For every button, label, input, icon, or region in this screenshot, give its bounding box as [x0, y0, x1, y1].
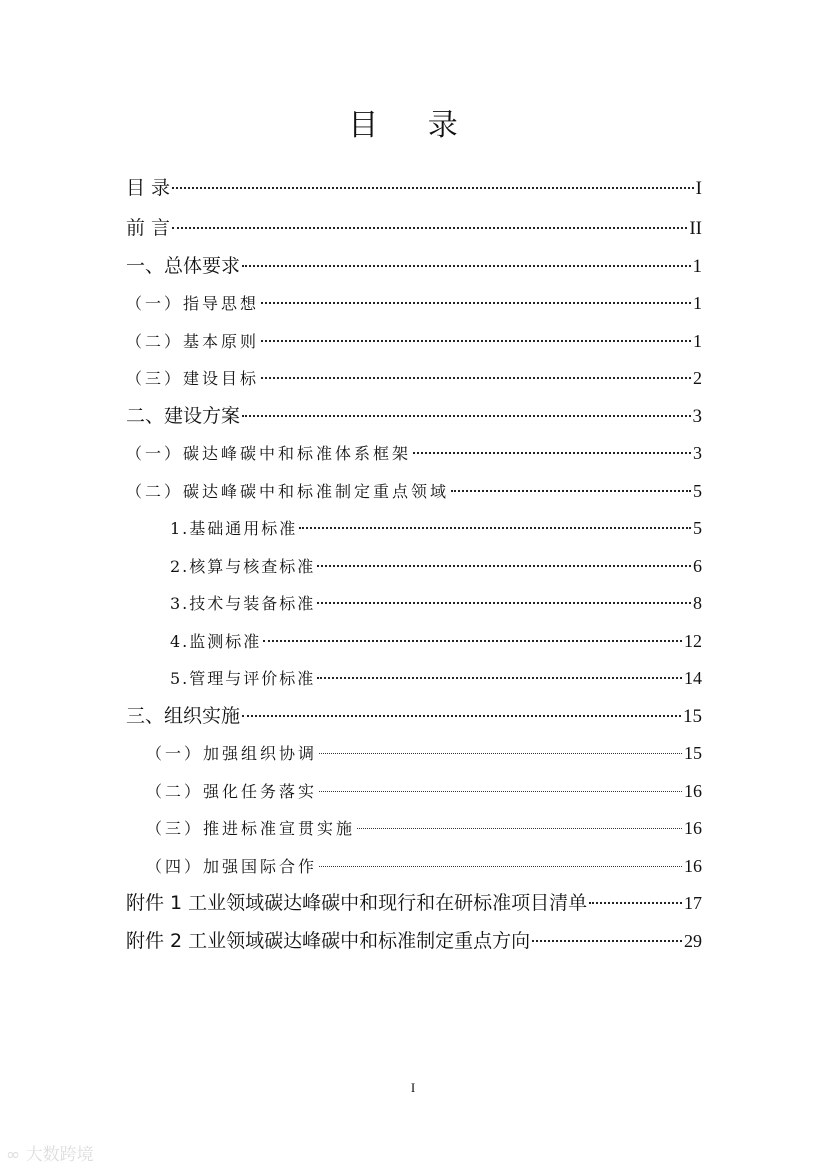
toc-entry[interactable] [126, 285, 702, 323]
toc-entry-page: 1 [693, 293, 702, 313]
toc-entry[interactable] [126, 248, 702, 286]
toc-entry-page: II [689, 218, 702, 239]
toc-entry[interactable] [126, 398, 702, 436]
toc-entry-label: （一）加强组织协调 [146, 744, 318, 763]
toc-entry[interactable] [126, 435, 702, 473]
toc-entry-label: 目 录 [126, 177, 171, 199]
dot-leader [589, 902, 682, 904]
toc-entry-label: 附件 1 工业领域碳达峰碳中和现行和在研标准项目清单 [126, 892, 588, 914]
dot-leader [413, 452, 691, 454]
dot-leader [532, 940, 682, 942]
toc-entry-page: 14 [684, 668, 702, 688]
dot-leader [172, 187, 694, 189]
dot-leader [317, 565, 691, 567]
toc-entry[interactable] [126, 735, 702, 773]
toc-entry-page: 8 [693, 593, 702, 613]
toc-entry-page: 15 [683, 705, 702, 727]
toc-entry-label: （二）碳达峰碳中和标准制定重点领域 [126, 481, 450, 501]
toc-entry-page: 5 [693, 518, 702, 538]
toc-entry[interactable] [126, 548, 702, 586]
toc-entry-page: 6 [693, 555, 702, 576]
page-title: 目 录 [348, 108, 478, 143]
toc-entry-page: 1 [693, 330, 702, 351]
toc-entry-label: 附件 2 工业领域碳达峰碳中和标准制定重点方向 [126, 929, 531, 952]
dot-leader [242, 415, 690, 417]
toc-entry-page: 16 [684, 780, 702, 801]
toc-entry-page: 3 [693, 443, 702, 463]
toc-entry[interactable] [126, 623, 702, 661]
toc-entry-label: （一）碳达峰碳中和标准体系框架 [126, 444, 412, 463]
toc-entry[interactable] [126, 773, 702, 811]
dot-leader [319, 791, 682, 792]
toc-entry[interactable] [126, 698, 702, 736]
toc-entry-page: 1 [692, 255, 702, 277]
toc-entry-label: （四）加强国际合作 [146, 856, 318, 876]
dot-leader [242, 715, 681, 717]
toc-entry-page: 15 [684, 743, 702, 763]
dot-leader [357, 828, 682, 829]
toc-entry[interactable] [126, 585, 702, 623]
toc-entry[interactable] [126, 473, 702, 511]
toc-entry-label: 4.监测标准 [170, 631, 262, 651]
toc-entry-label: 3.技术与装备标准 [170, 594, 316, 613]
dot-leader [261, 340, 691, 342]
dot-leader [263, 640, 682, 642]
toc-entry[interactable] [126, 923, 702, 961]
dot-leader [261, 377, 691, 379]
toc-entry[interactable] [126, 848, 702, 886]
toc-entry-label: （二）基本原则 [126, 331, 260, 351]
toc-entry-page: 3 [692, 405, 702, 427]
toc-entry-page: I [695, 178, 702, 199]
toc-entry-label: （一）指导思想 [126, 294, 260, 313]
dot-leader [319, 753, 682, 754]
toc-entry-page: 5 [693, 480, 702, 501]
watermark-text: 大数跨境 [25, 1145, 94, 1165]
toc-entry-label: 前 言 [126, 217, 171, 239]
toc-entry[interactable] [126, 510, 702, 548]
dot-leader [317, 677, 682, 679]
toc-entry-label: 二、建设方案 [126, 404, 241, 427]
toc-entry[interactable] [126, 360, 702, 398]
table-of-contents [126, 170, 702, 960]
toc-entry[interactable] [126, 210, 702, 248]
toc-entry-label: 2.核算与核查标准 [170, 556, 316, 576]
dot-leader [317, 602, 691, 604]
toc-entry-label: （二）强化任务落实 [146, 781, 318, 801]
watermark-logo: ∞ 大数跨境 [6, 1145, 94, 1165]
dot-leader [299, 527, 691, 529]
toc-entry-label: 三、组织实施 [126, 704, 241, 727]
toc-entry-label: 1.基础通用标准 [170, 519, 298, 538]
toc-entry[interactable] [126, 885, 702, 923]
toc-entry-page: 16 [684, 818, 702, 838]
toc-entry-page: 12 [684, 630, 702, 651]
dot-leader [451, 490, 691, 492]
toc-entry-label: 一、总体要求 [126, 254, 241, 277]
toc-entry-label: 5.管理与评价标准 [170, 669, 316, 688]
page-number: I [410, 1080, 416, 1095]
dot-leader [242, 265, 690, 267]
toc-entry[interactable] [126, 170, 702, 210]
toc-entry-label: （三）建设目标 [126, 369, 260, 388]
toc-entry-page: 2 [693, 368, 702, 388]
toc-entry[interactable] [126, 323, 702, 361]
toc-entry-page: 16 [684, 855, 702, 876]
toc-entry-page: 17 [684, 893, 702, 913]
dot-leader [319, 866, 682, 867]
toc-entry-page: 29 [684, 930, 702, 951]
dot-leader [261, 302, 691, 304]
toc-entry[interactable] [126, 660, 702, 698]
toc-entry-label: （三）推进标准宣贯实施 [146, 819, 356, 838]
toc-entry[interactable] [126, 810, 702, 848]
dot-leader [172, 227, 687, 229]
